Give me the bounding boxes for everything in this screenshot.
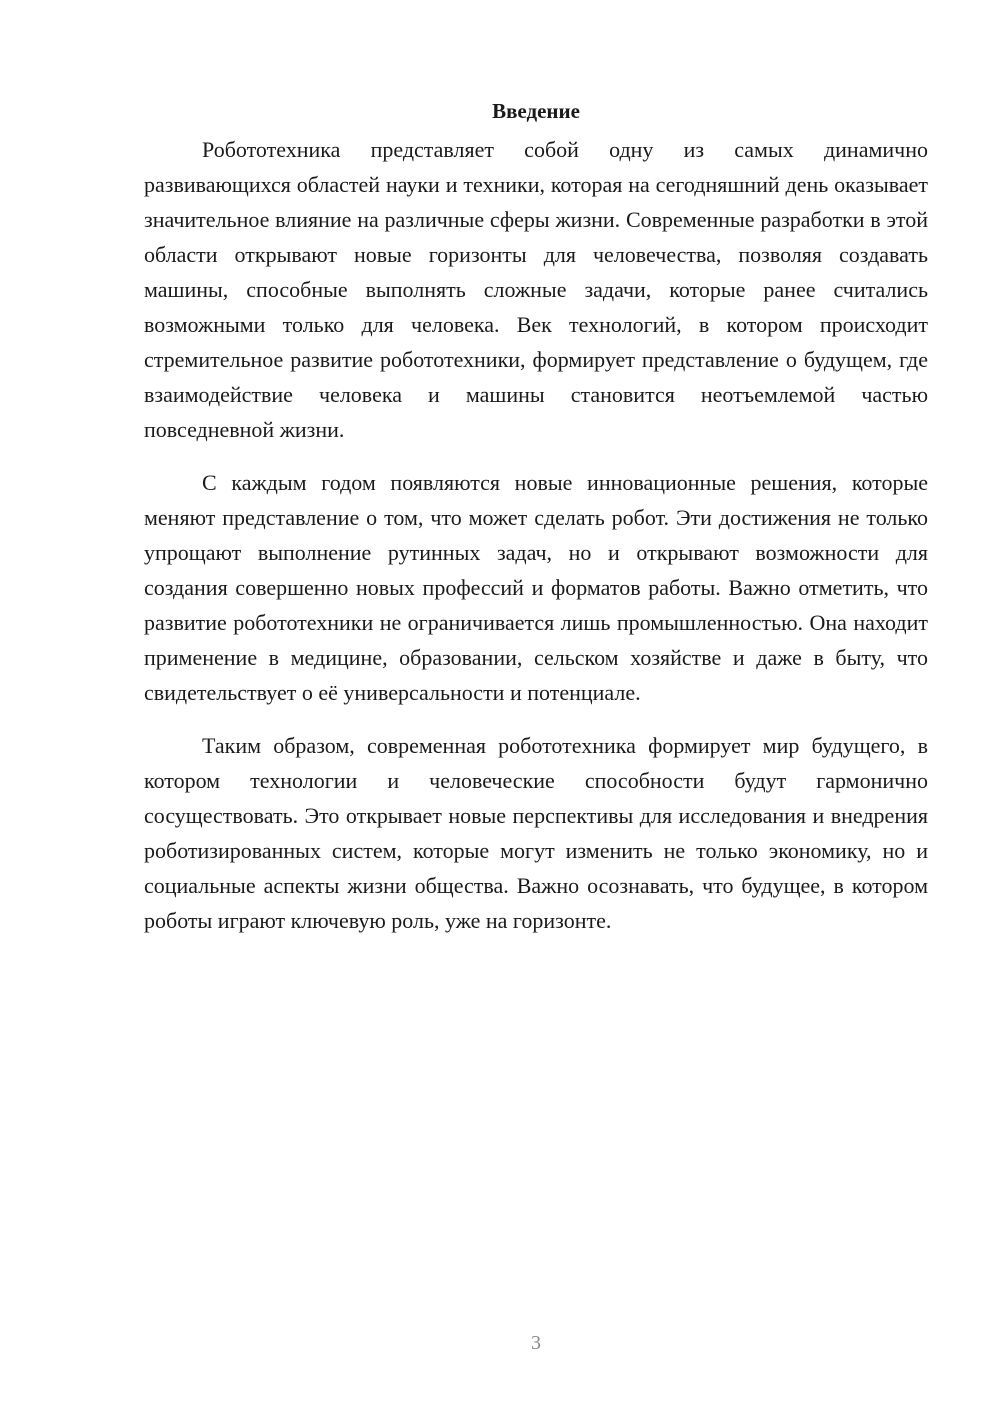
section-title: Введение — [492, 99, 580, 123]
page-number: 3 — [531, 1332, 541, 1354]
page-content — [144, 94, 928, 956]
paragraph-1: Робототехника представляет собой одну из самых динамично развивающихся областей науки и техники, которая на сегодняшний день оказывает значительное влияние на различные сферы жизни. Современные разработки в этой области открывают новые горизонты для человечества, позволяя создавать машины, способные выполнять сложные задачи, которые ранее считались возможными только для человека. Век технологий, в котором происходит стремительное развитие робототехники, формирует представление о будущем, где взаимодействие человека и машины становится неотъемлемой частью повседневной жизни. — [144, 137, 928, 442]
paragraph-3: Таким образом, современная робототехника формирует мир будущего, в котором технологии и человеческие способности будут гармонично сосуществовать. Это открывает новые перспективы для исследования и внедрения роботизированных систем, которые могут изменить не только экономику, но и социальные аспекты жизни общества. Важно осознавать, что будущее, в котором роботы играют ключевую роль, уже на горизонте. — [144, 733, 928, 933]
paragraph-2: С каждым годом появляются новые инновационные решения, которые меняют представление о том, что может сделать робот. Эти достижения не только упрощают выполнение рутинных задач, но и открывают возможности для создания совершенно новых профессий и форматов работы. Важно отметить, что развитие робототехники не ограничивается лишь промышленностью. Она находит применение в медицине, образовании, сельском хозяйстве и даже в быту, что свидетельствует о её универсальности и потенциале. — [144, 470, 928, 705]
